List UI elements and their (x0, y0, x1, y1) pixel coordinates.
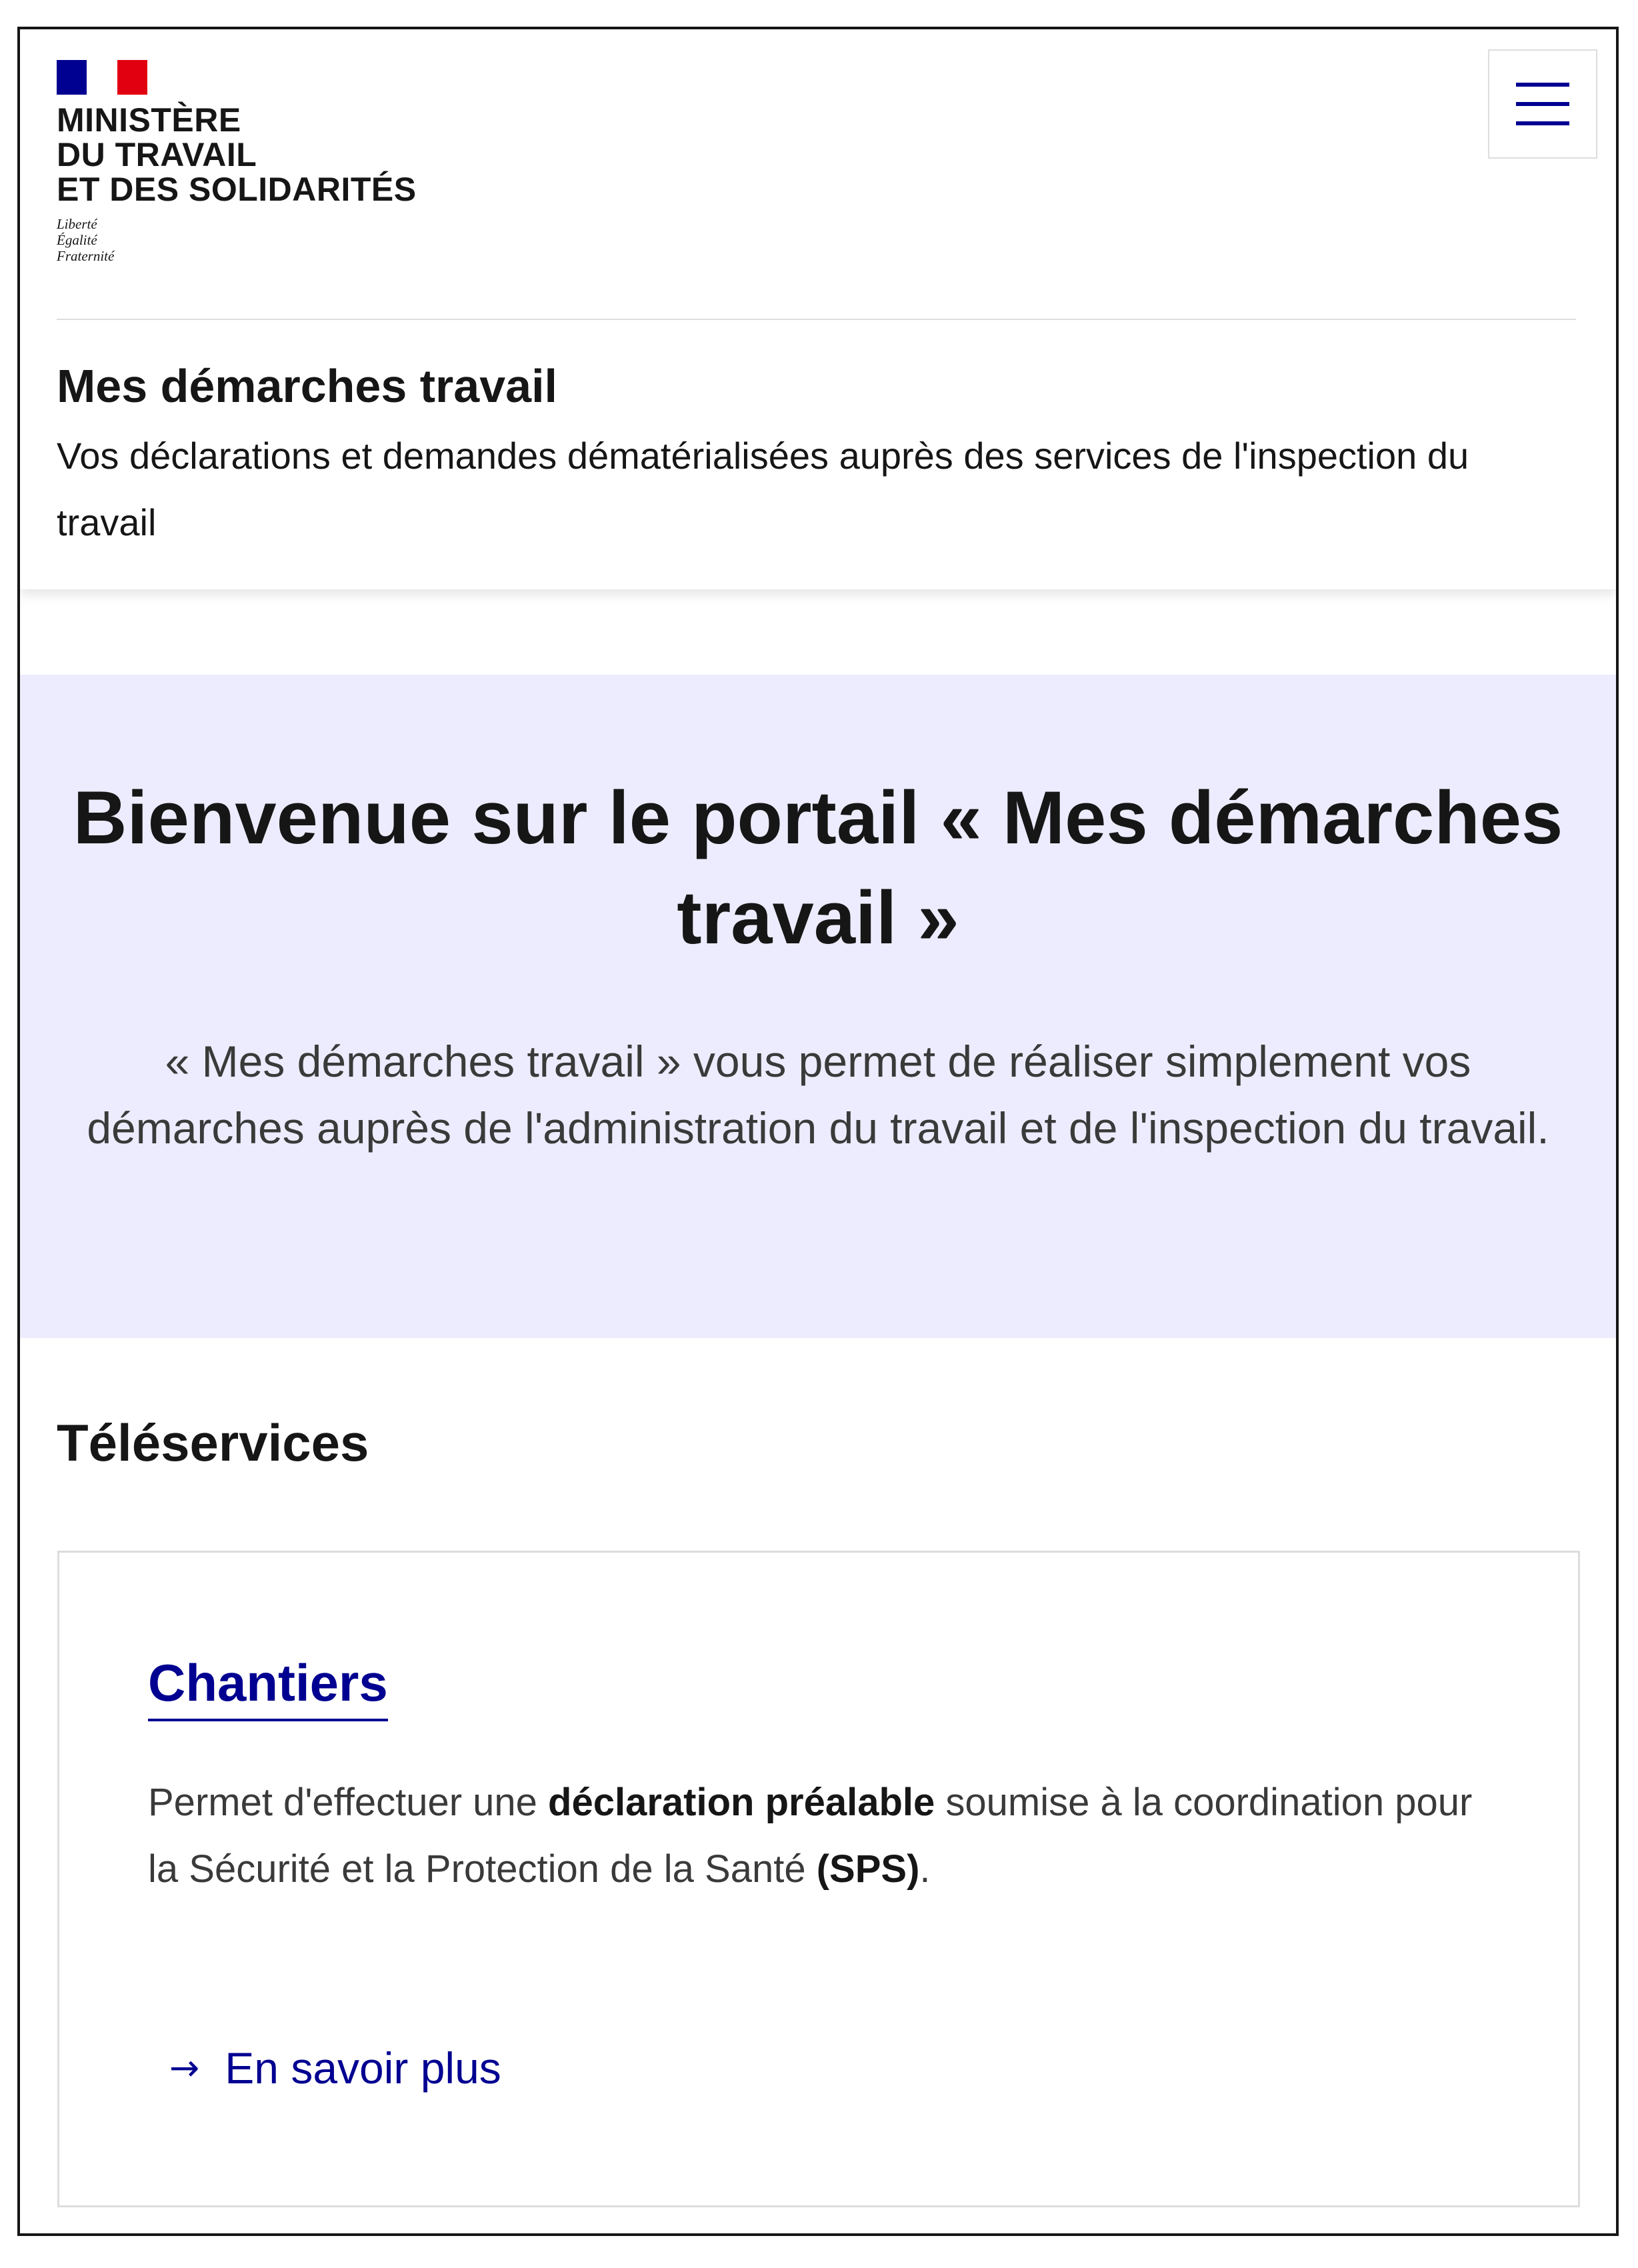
flag-red-stripe (117, 60, 147, 95)
ministry-line: MINISTÈRE (57, 101, 241, 139)
flag-blue-stripe (57, 60, 87, 95)
motto-line: Égalité (57, 232, 97, 248)
ministry-name (57, 103, 417, 207)
ministry-logo[interactable] (57, 60, 417, 264)
hero-title: Bienvenue sur le portail « Mes démarches travail » (73, 776, 1563, 959)
card-desc-text: . (919, 1847, 931, 1891)
card-desc-bold: (SPS) (816, 1847, 920, 1891)
section-title-teleservices: Téléservices (57, 1413, 369, 1472)
hamburger-menu-icon (1516, 83, 1569, 125)
ministry-line: ET DES SOLIDARITÉS (57, 171, 417, 208)
card-title-link[interactable]: Chantiers (148, 1649, 388, 1721)
card-description (148, 1769, 1498, 1903)
motto-line: Fraternité (57, 248, 115, 264)
card-desc-bold: déclaration préalable (548, 1781, 935, 1824)
arrow-right-icon: → (169, 2047, 200, 2089)
menu-button[interactable] (1488, 49, 1597, 159)
header-divider (57, 319, 1576, 320)
service-tagline: Vos déclarations et demandes dématérialisées auprès des services de l'inspection du travail (57, 435, 1469, 543)
card-desc-text: Permet d'effectuer une (148, 1781, 549, 1824)
hero-banner (20, 675, 1616, 1338)
ministry-line: DU TRAVAIL (57, 136, 257, 173)
french-flag-icon (57, 60, 147, 95)
site-header (20, 29, 1616, 589)
hero-text: « Mes démarches travail » vous permet de réaliser simplement vos démarches auprès de l'administration du travail et de l'inspection du travail. (87, 1037, 1549, 1153)
card-desc-text: soumise à la coordination pour la Sécurité et la Protection de la Santé (148, 1781, 1473, 1891)
service-title[interactable]: Mes démarches travail (57, 360, 557, 412)
learn-more-label: En savoir plus (225, 2043, 501, 2093)
learn-more-link[interactable] (169, 2038, 501, 2098)
motto-line: Liberté (57, 216, 97, 232)
teleservice-card-chantiers (57, 1551, 1580, 2207)
flag-white-stripe (87, 60, 117, 95)
republic-motto (57, 216, 417, 264)
browser-frame (17, 27, 1619, 2236)
